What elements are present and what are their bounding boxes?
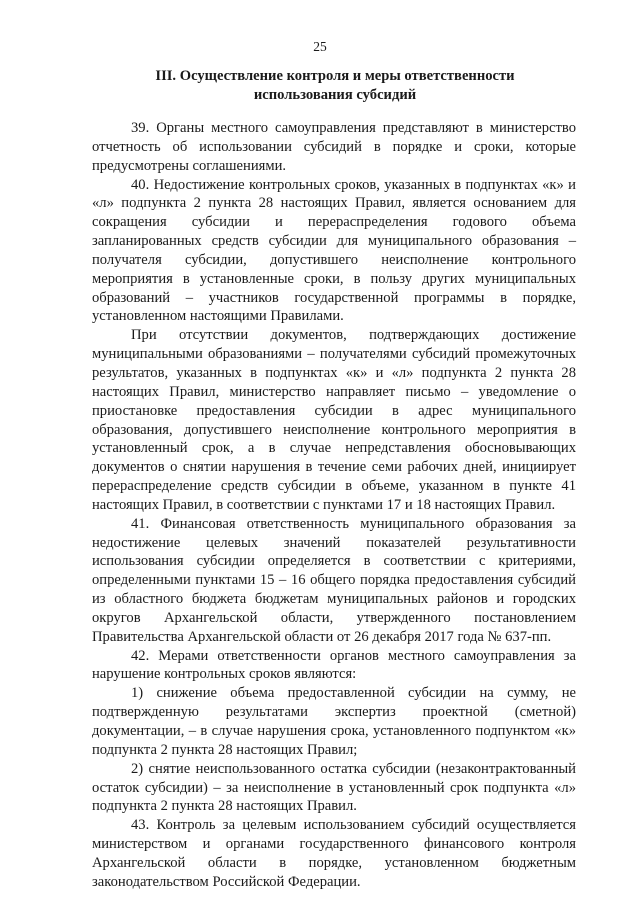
paragraph-42: 42. Мерами ответственности органов местного самоуправления за нарушение контрольных сроков являются: xyxy=(92,647,576,683)
paragraph-39: 39. Органы местного самоуправления представляют в министерство отчетность об использовании субсидий в порядке и сроки, которые предусмотрены соглашениями. xyxy=(92,120,576,174)
paragraph-42-item-1: 1) снижение объема предоставленной субсидии на сумму, не подтвержденную результатами экспертиз проектной (сметной) документации, – в случае нарушения срока, установленного подпунктом «к» подпункта 2 пункта 28 настоящих Правил; xyxy=(92,685,576,758)
paragraph-42-item-2: 2) снятие неиспользованного остатка субсидии (незаконтрактованный остаток субсидии) – за неисполнение в установленный срок подпункта «л» подпункта 2 пункта 28 настоящих Правил. xyxy=(92,760,576,815)
paragraph-40: 40. Недостижение контрольных сроков, указанных в подпунктах «к» и «л» подпункта 2 пункта 28 настоящих Правил, является основанием для сокращения субсидии и перераспределения годового объема запланированных средств субсидии для муниципального образования – получателя субсидии, допустившего неисполнение контрольного мероприятия в установленные сроки, в пользу других муниципальных образований – участников государственной программы в порядке, установленном настоящими Правилами. xyxy=(92,176,576,325)
paragraph-40-continued: При отсутствии документов, подтверждающих достижение муниципальными образованиями – получателями субсидий промежуточных результатов, указанных в подпунктах «к» и «л» подпункта 2 пункта 28 настоящих Правил, министерство направляет письмо – уведомление о приостановке предоставления субсидии в адрес муниципального образования, допустившего неисполнение контрольного мероприятия в установленный срок, а в случае непредставления обосновывающих документов о снятии нарушения в течение семи рабочих дней, инициирует перераспределение средств субсидии в объеме, указанном в пункте 41 настоящих Правил, в соответствии с пунктами 17 и 18 настоящих Правил. xyxy=(92,327,576,513)
body-text xyxy=(92,119,576,892)
section-heading-line-1: III. Осуществление контроля и меры ответственности xyxy=(155,68,515,84)
paragraph-43: 43. Контроль за целевым использованием субсидий осуществляется министерством и органами государственного финансового контроля Архангельской области в порядке, установленном бюджетным законодательством Российской Федерации. xyxy=(92,817,576,890)
paragraph-41: 41. Финансовая ответственность муниципального образования за недостижение целевых значений показателей результативности использования субсидии определяется в соответствии с критериями, определенными пунктами 15 – 16 общего порядка предоставления субсидий из областного бюджета бюджетам муниципальных районов и городских округов Архангельской области, утвержденного постановлением Правительства Архангельской области от 26 декабря 2017 года № 637-пп. xyxy=(92,515,576,645)
section-heading-line-2: использования субсидий xyxy=(253,86,417,103)
section-heading xyxy=(112,67,558,104)
page-number: 25 xyxy=(313,39,327,54)
